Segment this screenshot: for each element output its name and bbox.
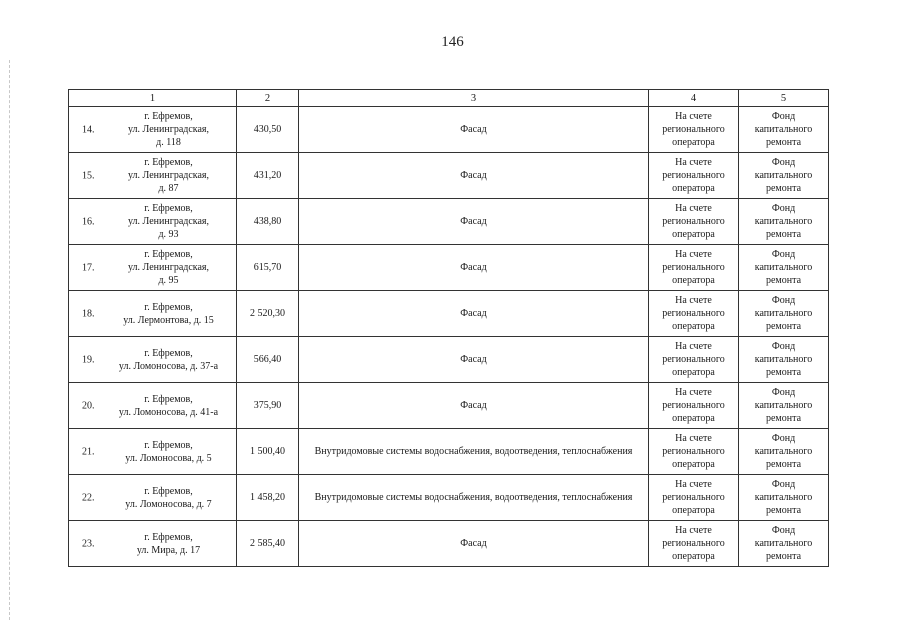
fund-cell: [739, 383, 829, 429]
work-type-cell: Фасад: [299, 383, 649, 429]
header-col-2: 2: [237, 90, 299, 107]
address-cell: [69, 521, 237, 567]
address-cell: [69, 475, 237, 521]
work-type-cell: Внутридомовые системы водоснабжения, водоотведения, теплоснабжения: [299, 475, 649, 521]
address-line: ул. Ломоносова, д. 37-а: [118, 360, 219, 372]
fund-line: капитального: [754, 170, 813, 181]
address-cell: [69, 291, 237, 337]
address-line: г. Ефремов,: [144, 203, 193, 214]
work-type-cell: Фасад: [299, 245, 649, 291]
address-line: ул. Ленинградская,: [127, 262, 210, 273]
work-type-cell: Фасад: [299, 153, 649, 199]
row-number: 16.: [82, 216, 95, 227]
address-line: г. Ефремов,: [144, 531, 193, 543]
table-row: [69, 291, 829, 337]
address-line: ул. Мира, д. 17: [136, 544, 201, 556]
account-line: оператора: [672, 229, 715, 240]
address-line: г. Ефремов,: [144, 393, 193, 405]
fund-line: Фонд: [771, 479, 796, 490]
row-number: 17.: [82, 262, 95, 273]
fund-cell: [739, 291, 829, 337]
area-cell: 431,20: [237, 153, 299, 199]
row-number: 20.: [82, 400, 95, 411]
row-number: 14.: [82, 124, 95, 135]
fund-line: Фонд: [771, 111, 796, 122]
account-line: На счете: [675, 525, 712, 536]
header-col-5: 5: [739, 90, 829, 107]
address-line: г. Ефремов,: [144, 485, 193, 497]
account-cell: [649, 245, 739, 291]
address-cell: [69, 199, 237, 245]
address-line: д. 93: [158, 229, 179, 240]
header-col-3: 3: [299, 90, 649, 107]
account-line: регионального: [662, 262, 725, 273]
fund-cell: [739, 153, 829, 199]
fund-cell: [739, 245, 829, 291]
account-line: На счете: [675, 157, 712, 168]
address-line: ул. Ломоносова, д. 5: [125, 452, 212, 464]
account-line: регионального: [662, 354, 725, 365]
account-line: На счете: [675, 249, 712, 260]
fund-cell: [739, 429, 829, 475]
account-cell: [649, 291, 739, 337]
work-type-cell: Внутридомовые системы водоснабжения, водоотведения, теплоснабжения: [299, 429, 649, 475]
work-type-cell: Фасад: [299, 521, 649, 567]
account-line: оператора: [672, 413, 715, 424]
account-line: регионального: [662, 492, 725, 503]
area-cell: 1 500,40: [237, 429, 299, 475]
address-cell: [69, 107, 237, 153]
fund-line: ремонта: [765, 137, 802, 148]
work-type-cell: Фасад: [299, 291, 649, 337]
account-line: На счете: [675, 479, 712, 490]
fund-line: Фонд: [771, 525, 796, 536]
account-line: На счете: [675, 295, 712, 306]
fund-line: капитального: [754, 354, 813, 365]
area-cell: 2 585,40: [237, 521, 299, 567]
address-line: ул. Ломоносова, д. 41-а: [118, 406, 219, 418]
account-cell: [649, 383, 739, 429]
area-cell: 566,40: [237, 337, 299, 383]
fund-line: ремонта: [765, 367, 802, 378]
fund-line: капитального: [754, 308, 813, 319]
account-line: оператора: [672, 367, 715, 378]
address-line: ул. Ленинградская,: [127, 216, 210, 227]
address-line: д. 87: [158, 183, 179, 194]
table-row: [69, 153, 829, 199]
fund-line: ремонта: [765, 321, 802, 332]
address-line: д. 118: [156, 137, 181, 148]
fund-line: Фонд: [771, 433, 796, 444]
account-line: оператора: [672, 183, 715, 194]
table-row: [69, 337, 829, 383]
fund-line: Фонд: [771, 157, 796, 168]
table-row: [69, 245, 829, 291]
fund-line: Фонд: [771, 203, 796, 214]
address-cell: [69, 245, 237, 291]
account-line: На счете: [675, 387, 712, 398]
row-number: 15.: [82, 170, 95, 181]
fund-line: ремонта: [765, 413, 802, 424]
account-cell: [649, 153, 739, 199]
fund-line: Фонд: [771, 387, 796, 398]
fund-line: капитального: [754, 492, 813, 503]
header-col-1: 1: [69, 90, 237, 107]
table-row: [69, 521, 829, 567]
row-number: 18.: [82, 308, 95, 319]
area-cell: 2 520,30: [237, 291, 299, 337]
account-line: регионального: [662, 216, 725, 227]
fund-cell: [739, 107, 829, 153]
table-row: [69, 429, 829, 475]
account-cell: [649, 429, 739, 475]
address-cell: [69, 153, 237, 199]
fund-line: капитального: [754, 124, 813, 135]
account-line: регионального: [662, 446, 725, 457]
fund-line: капитального: [754, 216, 813, 227]
fund-line: Фонд: [771, 295, 796, 306]
account-cell: [649, 199, 739, 245]
address-cell: [69, 337, 237, 383]
table-row: [69, 383, 829, 429]
address-line: ул. Ленинградская,: [127, 124, 210, 135]
address-line: ул. Ломоносова, д. 7: [125, 498, 212, 510]
table-body: [69, 107, 829, 567]
area-cell: 615,70: [237, 245, 299, 291]
address-line: г. Ефремов,: [144, 347, 193, 359]
area-cell: 430,50: [237, 107, 299, 153]
account-line: регионального: [662, 170, 725, 181]
area-cell: 375,90: [237, 383, 299, 429]
fund-line: капитального: [754, 262, 813, 273]
area-cell: 438,80: [237, 199, 299, 245]
fund-line: ремонта: [765, 551, 802, 562]
fund-line: ремонта: [765, 505, 802, 516]
account-line: На счете: [675, 203, 712, 214]
address-line: г. Ефремов,: [144, 157, 193, 168]
address-line: г. Ефремов,: [144, 111, 193, 122]
table-row: [69, 199, 829, 245]
account-line: регионального: [662, 400, 725, 411]
account-line: На счете: [675, 341, 712, 352]
fund-line: капитального: [754, 446, 813, 457]
margin-guide-line: [9, 60, 10, 620]
account-cell: [649, 521, 739, 567]
table-header-row: [69, 90, 829, 107]
work-type-cell: Фасад: [299, 199, 649, 245]
address-line: г. Ефремов,: [144, 249, 193, 260]
row-number: 22.: [82, 492, 95, 503]
account-line: На счете: [675, 433, 712, 444]
capital-repair-table: [68, 89, 829, 567]
fund-cell: [739, 199, 829, 245]
account-line: регионального: [662, 308, 725, 319]
account-line: регионального: [662, 538, 725, 549]
account-line: регионального: [662, 124, 725, 135]
address-line: ул. Лермонтова, д. 15: [123, 314, 214, 326]
account-line: оператора: [672, 275, 715, 286]
account-line: оператора: [672, 551, 715, 562]
table-row: [69, 107, 829, 153]
area-cell: 1 458,20: [237, 475, 299, 521]
account-cell: [649, 337, 739, 383]
account-cell: [649, 107, 739, 153]
account-line: оператора: [672, 321, 715, 332]
row-number: 23.: [82, 538, 95, 549]
address-line: г. Ефремов,: [144, 439, 193, 451]
fund-line: ремонта: [765, 183, 802, 194]
address-line: г. Ефремов,: [144, 301, 193, 313]
fund-line: Фонд: [771, 249, 796, 260]
account-line: На счете: [675, 111, 712, 122]
address-cell: [69, 429, 237, 475]
fund-cell: [739, 337, 829, 383]
fund-line: ремонта: [765, 459, 802, 470]
row-number: 21.: [82, 446, 95, 457]
header-col-4: 4: [649, 90, 739, 107]
account-line: оператора: [672, 505, 715, 516]
page-number: 146: [441, 34, 464, 50]
account-cell: [649, 475, 739, 521]
address-line: д. 95: [158, 275, 179, 286]
fund-line: Фонд: [771, 341, 796, 352]
account-line: оператора: [672, 459, 715, 470]
fund-cell: [739, 475, 829, 521]
row-number: 19.: [82, 354, 95, 365]
fund-cell: [739, 521, 829, 567]
table-row: [69, 475, 829, 521]
fund-line: капитального: [754, 538, 813, 549]
fund-line: капитального: [754, 400, 813, 411]
account-line: оператора: [672, 137, 715, 148]
fund-line: ремонта: [765, 275, 802, 286]
work-type-cell: Фасад: [299, 337, 649, 383]
address-line: ул. Ленинградская,: [127, 170, 210, 181]
fund-line: ремонта: [765, 229, 802, 240]
address-cell: [69, 383, 237, 429]
work-type-cell: Фасад: [299, 107, 649, 153]
